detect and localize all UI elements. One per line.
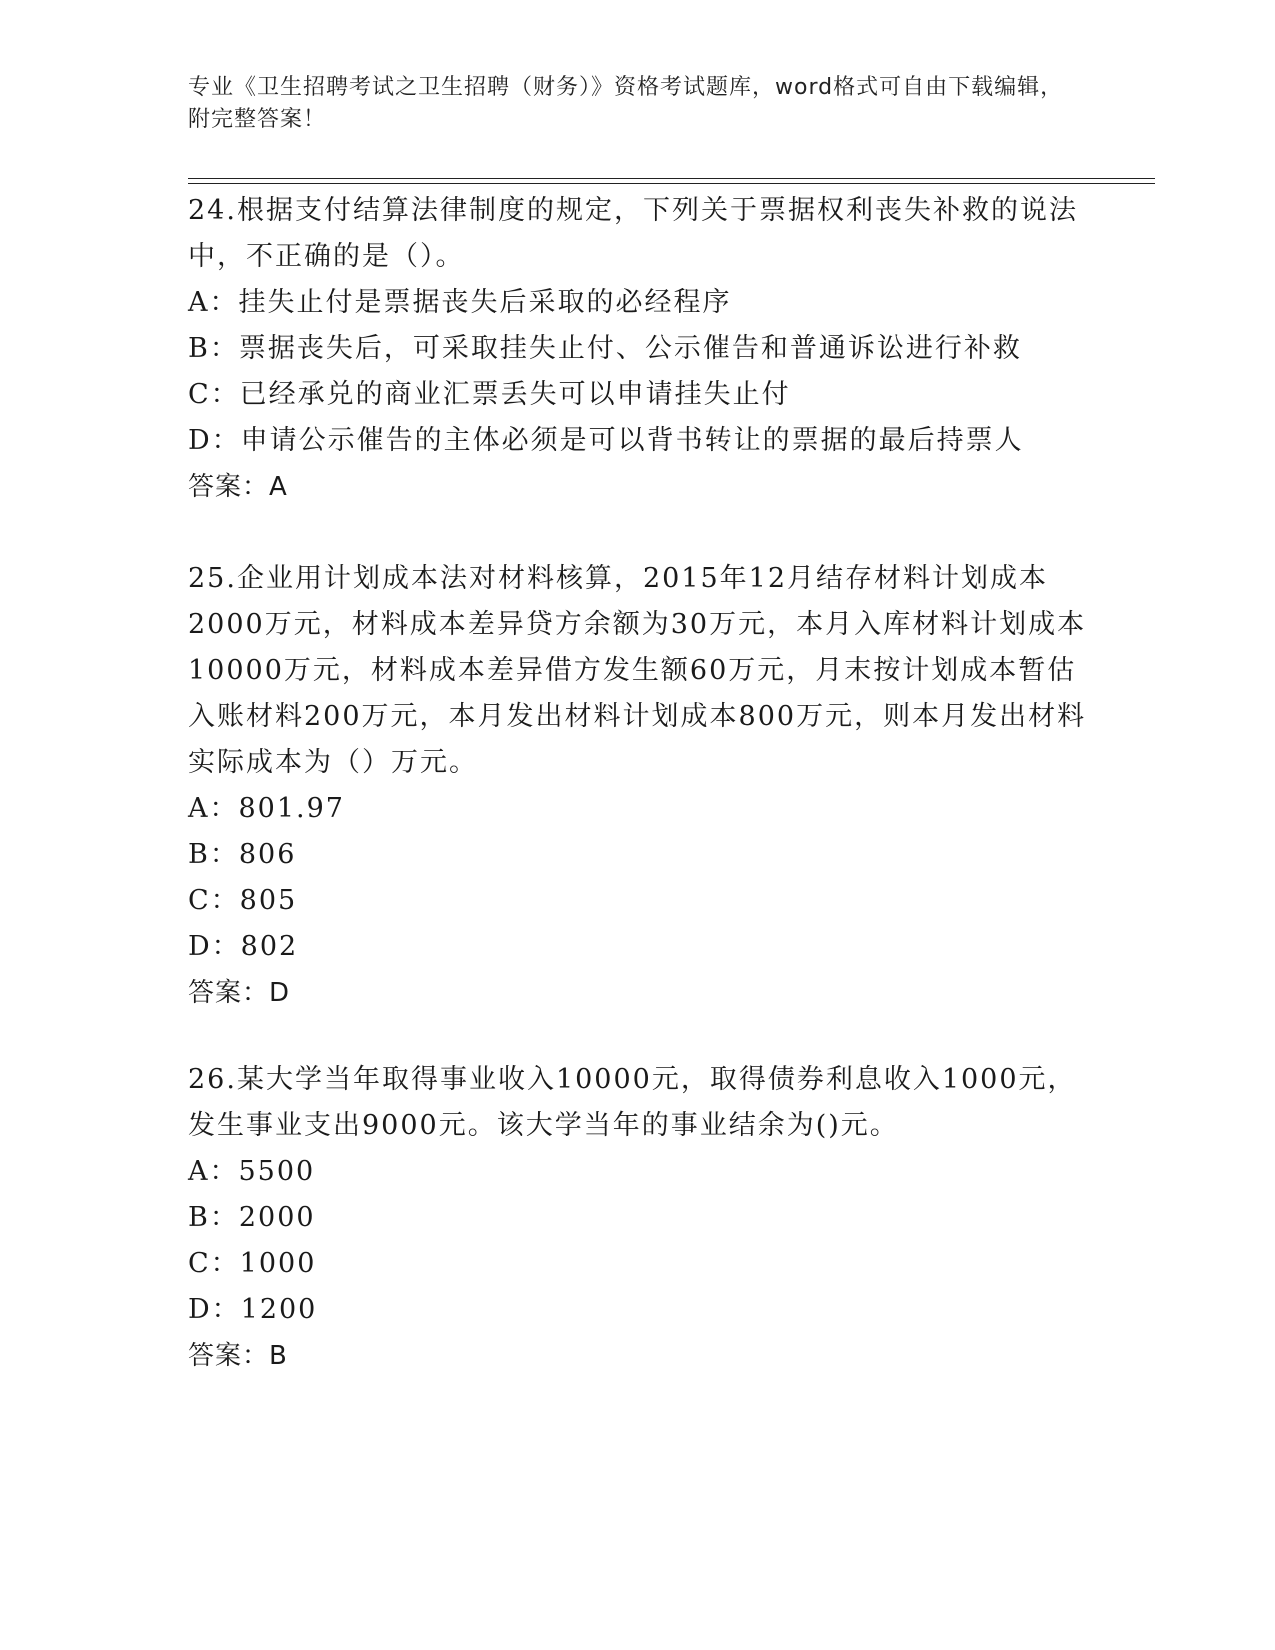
option-c: C：805 (188, 885, 298, 916)
option-d: D：申请公示催告的主体必须是可以背书转让的票据的最后持票人 (188, 425, 1024, 456)
option-b: B：806 (188, 839, 297, 870)
question-24 (188, 188, 1088, 510)
document-header: 专业《卫生招聘考试之卫生招聘（财务）》资格考试题库，word格式可自由下载编辑，附完整答案！ (188, 75, 1064, 132)
option-b: B：票据丧失后，可采取挂失止付、公示催告和普通诉讼进行补救 (188, 333, 1022, 364)
option-d: D：802 (188, 931, 299, 962)
question-stem: 26.某大学当年取得事业收入10000元，取得债券利息收入1000元，发生事业支出9000元。该大学当年的事业结余为()元。 (188, 1064, 1077, 1141)
option-a: A：挂失止付是票据丧失后采取的必经程序 (188, 287, 732, 318)
question-25 (188, 556, 1088, 1016)
option-c: C：1000 (188, 1248, 317, 1279)
question-stem: 25.企业用计划成本法对材料核算，2015年12月结存材料计划成本2000万元，材料成本差异贷方余额为30万元，本月入库材料计划成本10000万元，材料成本差异借方发生额60万元，月末按计划成本暂估入账材料200万元，本月发出材料计划成本800万元，则本月发出材料实际成本为（）万元。 (188, 563, 1087, 778)
option-a: A：5500 (188, 1156, 316, 1187)
answer-label: 答案：B (188, 1341, 288, 1371)
header-divider-bottom (188, 183, 1155, 184)
answer-label: 答案：A (188, 472, 288, 502)
option-b: B：2000 (188, 1202, 316, 1233)
answer-label: 答案：D (188, 978, 291, 1008)
question-stem: 24.根据支付结算法律制度的规定，下列关于票据权利丧失补救的说法中，不正确的是（）。 (188, 195, 1078, 272)
question-26 (188, 1057, 1088, 1379)
option-d: D：1200 (188, 1294, 318, 1325)
option-c: C：已经承兑的商业汇票丢失可以申请挂失止付 (188, 379, 791, 410)
header-divider-top (188, 178, 1155, 179)
option-a: A：801.97 (188, 793, 345, 824)
